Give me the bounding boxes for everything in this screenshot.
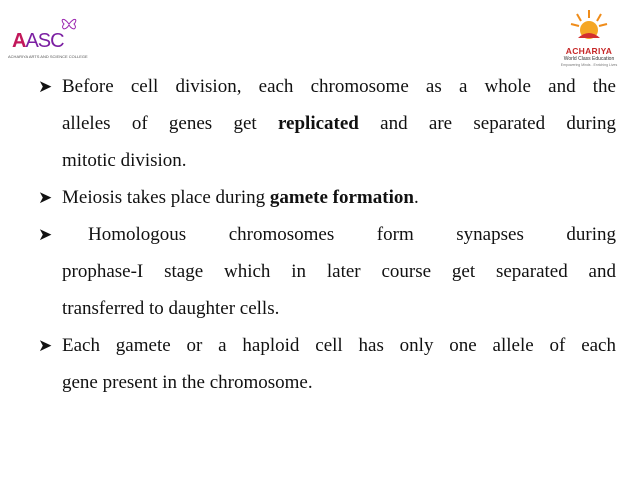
- logo-letter-a: A: [12, 30, 26, 52]
- item-2-post: .: [413, 187, 419, 208]
- aasc-logo: [8, 12, 88, 60]
- bullet-item-4: [38, 327, 616, 401]
- bullet-item-2: [38, 179, 616, 216]
- college-subtitle: ACHARIYA ARTS AND SCIENCE COLLEGE: [8, 54, 88, 59]
- bullet-item-3: [38, 216, 616, 327]
- arrow-bullet-icon: ➤: [38, 188, 53, 207]
- item-1-line-2-after: and are separated during: [358, 113, 616, 134]
- achariya-name: ACHARIYA: [565, 46, 613, 56]
- achariya-motto: Empowering Minds . Enriching Lives: [560, 63, 618, 67]
- arrow-bullet-icon: ➤: [38, 336, 53, 355]
- logo-letters: ASC: [25, 30, 64, 52]
- item-3-line-1: Homologous chromosomes form synapses during: [88, 224, 616, 245]
- item-1-bold: replicated: [277, 113, 359, 134]
- item-3-line-3: transferred to daughter cells.: [62, 298, 280, 319]
- aasc-mark: [12, 30, 64, 53]
- item-1-line-2: [62, 105, 616, 142]
- item-1-line-2-text: alleles of genes get: [62, 113, 278, 134]
- item-2-text: Meiosis takes place during: [62, 187, 270, 208]
- achariya-logo: [546, 8, 632, 68]
- item-4-line-1: Each gamete or a haploid cell has only one allele of each: [62, 335, 616, 356]
- item-3-line-2: prophase-I stage which in later course get separated and: [62, 261, 616, 282]
- arrow-bullet-icon: ➤: [38, 225, 53, 244]
- arrow-bullet-icon: ➤: [38, 77, 53, 96]
- sun-emblem-icon: [570, 8, 608, 44]
- bullet-item-1: [38, 68, 616, 179]
- item-1-line-1: Before cell division, each chromosome as a whole and the: [62, 76, 616, 97]
- item-2-bold: gamete formation: [269, 187, 414, 208]
- item-1-line-3: mitotic division.: [62, 150, 187, 171]
- item-4-line-2: gene present in the chromosome.: [62, 372, 313, 393]
- slide-content: [38, 68, 616, 401]
- achariya-tagline: World Class Education: [563, 56, 615, 62]
